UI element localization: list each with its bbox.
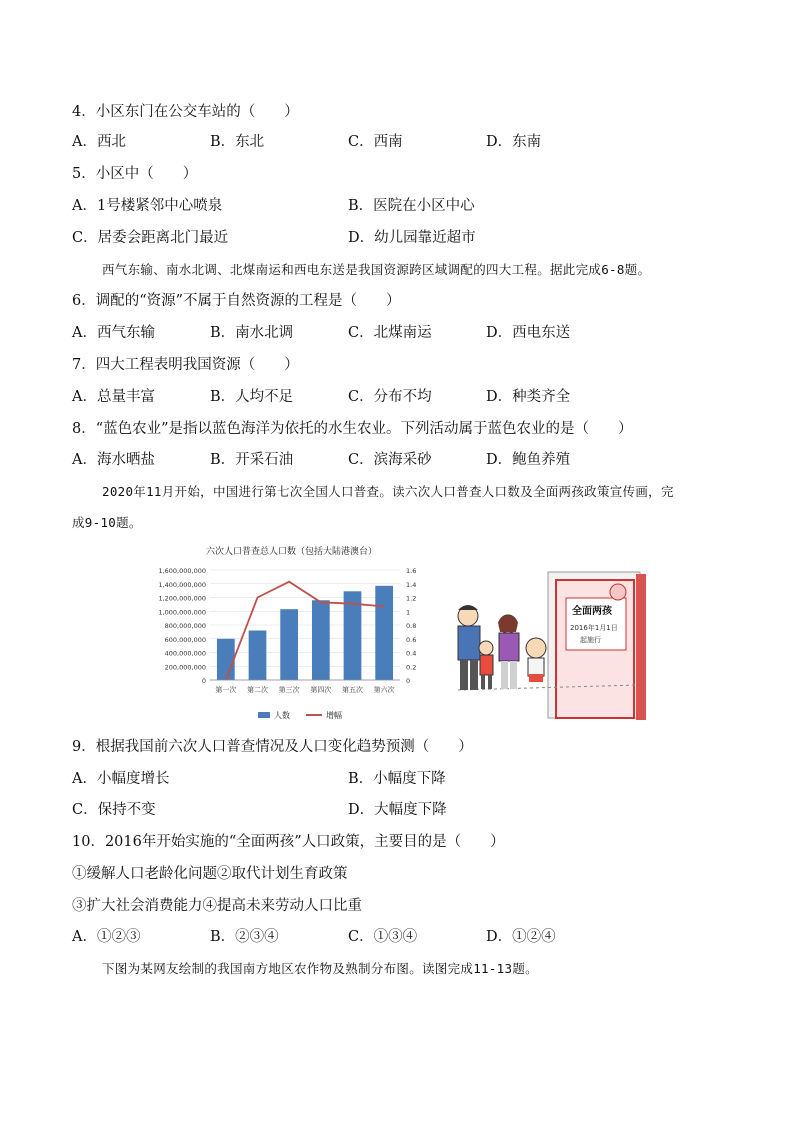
- y-left-tick-label: 1,200,000,000: [158, 594, 206, 603]
- mother-leg-left: [501, 661, 508, 689]
- q6-option-d: D．西电东送: [486, 325, 571, 341]
- q10-option-c: C．①③④: [348, 929, 418, 945]
- question-7-stem: 7．四大工程表明我国资源（ ）: [72, 357, 299, 373]
- father-body: [458, 626, 480, 660]
- q10-option-b: B．②③④: [210, 929, 279, 945]
- y-left-tick-label: 400,000,000: [164, 649, 206, 658]
- question-5-stem: 5．小区中（ ）: [72, 166, 198, 182]
- q7-option-a: A．总量丰富: [72, 389, 155, 405]
- baby-body: [528, 658, 544, 676]
- q10-option-a: A．①②③: [72, 929, 141, 945]
- bar-3: [280, 609, 298, 680]
- y-left-tick-label: 600,000,000: [164, 635, 206, 644]
- y-left-tick-label: 200,000,000: [164, 663, 206, 672]
- q5-option-c: C．居委会距离北门最近: [72, 230, 229, 246]
- y-right-tick-label: 1.4: [406, 580, 417, 589]
- y-right-tick-label: 0: [406, 677, 411, 685]
- intro-11-13: 下图为某网友绘制的我国南方地区农作物及熟制分布图。读图完成11-13题。: [102, 961, 538, 976]
- figure-census-and-poster: [146, 540, 654, 722]
- girl-body: [480, 655, 493, 675]
- q5-option-d: D．幼儿园靠近超市: [348, 230, 476, 246]
- q10-option-d: D．①②④: [486, 929, 556, 945]
- q4-option-d: D．东南: [486, 134, 542, 150]
- x-tick-label: 第二次: [247, 686, 268, 694]
- intro-9-10-line1: 2020年11月开始，中国进行第七次全国人口普查。读六次人口普查人口数及全面两孩政策宣传画，完: [102, 484, 674, 499]
- emblem-icon: [610, 584, 626, 600]
- legend-swatch-persons: [258, 712, 270, 718]
- q8-option-a: A．海水晒盐: [72, 452, 155, 468]
- intro-9-10-line2: 成9-10题。: [72, 515, 142, 530]
- poster-subtitle2: 起施行: [580, 636, 601, 644]
- girl-head: [479, 641, 493, 655]
- q10-items-line1: ①缓解人口老龄化问题②取代计划生育政策: [72, 866, 348, 882]
- q9-option-a: A．小幅度增长: [72, 771, 170, 787]
- x-tick-label: 第六次: [373, 686, 395, 694]
- y-right-tick-label: 0.2: [406, 663, 417, 672]
- question-6-stem: 6．调配的“资源”不属于自然资源的工程是（ ）: [72, 293, 401, 309]
- q4-option-a: A．西北: [72, 134, 126, 150]
- intro-6-8: 西气东输、南水北调、北煤南运和西电东送是我国资源跨区域调配的四大工程。据此完成6-8题。: [102, 262, 651, 277]
- legend-label-growth: 增幅: [326, 711, 342, 720]
- x-tick-label: 第三次: [278, 686, 300, 694]
- legend-label-persons: 人数: [274, 711, 290, 720]
- door-edge: [636, 574, 646, 720]
- q6-option-a: A．西气东输: [72, 325, 155, 341]
- bar-6: [375, 586, 393, 680]
- y-right-tick-label: 1.2: [406, 594, 417, 603]
- y-right-tick-label: 1.6: [406, 567, 417, 575]
- y-left-tick-label: 1,000,000,000: [158, 608, 206, 617]
- chart-title: 六次人口普查总人口数（包括大陆港澳台）: [206, 547, 378, 557]
- question-9-stem: 9．根据我国前六次人口普查情况及人口变化趋势预测（ ）: [72, 739, 473, 755]
- y-left-tick-label: 800,000,000: [164, 622, 206, 630]
- q7-option-c: C．分布不均: [348, 389, 432, 405]
- poster-title: 全面两孩: [572, 606, 612, 617]
- x-tick-label: 第四次: [310, 686, 332, 694]
- y-right-tick-label: 0.8: [406, 622, 417, 630]
- father-leg-left: [460, 660, 468, 690]
- y-left-tick-label: 1,400,000,000: [158, 580, 206, 589]
- question-10-stem: 10．2016年开始实施的“全面两孩”人口政策，主要目的是（ ）: [72, 834, 505, 850]
- q8-option-d: D．鲍鱼养殖: [486, 452, 571, 468]
- q4-option-c: C．西南: [348, 134, 403, 150]
- q8-option-c: C．滨海采砂: [348, 452, 432, 468]
- q5-option-b: B．医院在小区中心: [348, 198, 475, 214]
- mother-leg-right: [510, 661, 517, 689]
- mother-hair: [498, 615, 518, 632]
- y-left-tick-label: 0: [201, 677, 206, 685]
- bar-1: [217, 639, 235, 680]
- poster-subtitle1: 2016年1月1日: [570, 624, 618, 632]
- q6-option-c: C．北煤南运: [348, 325, 432, 341]
- y-right-tick-label: 0.4: [406, 649, 417, 658]
- census-chart: [146, 540, 428, 722]
- q7-option-b: B．人均不足: [210, 389, 294, 405]
- question-4-stem: 4．小区东门在公交车站的（ ）: [72, 104, 299, 120]
- x-tick-label: 第五次: [342, 686, 363, 694]
- q7-option-d: D．种类齐全: [486, 389, 571, 405]
- father-hair: [458, 605, 478, 610]
- baby-head: [526, 638, 546, 658]
- q8-option-b: B．开采石油: [210, 452, 294, 468]
- q9-option-c: C．保持不变: [72, 802, 156, 818]
- y-right-tick-label: 1: [406, 608, 411, 617]
- poster-illustration: [438, 570, 652, 722]
- y-left-tick-label: 1,600,000,000: [158, 567, 206, 575]
- x-tick-label: 第一次: [215, 686, 237, 694]
- y-right-tick-label: 0.6: [406, 635, 417, 644]
- q10-items-line2: ③扩大社会消费能力④提高未来劳动人口比重: [72, 898, 362, 914]
- q4-option-b: B．东北: [210, 134, 265, 150]
- two-child-policy-poster: [438, 570, 652, 722]
- q9-option-d: D．大幅度下降: [348, 802, 447, 818]
- father-leg-right: [470, 660, 478, 690]
- q6-option-b: B．南水北调: [210, 325, 294, 341]
- girl-leg-left: [481, 675, 485, 689]
- mother-body: [499, 633, 519, 661]
- bar-2: [249, 631, 267, 681]
- girl-leg-right: [488, 675, 492, 689]
- question-8-stem: 8．“蓝色农业”是指以蓝色海洋为依托的水生农业。下列活动属于蓝色农业的是（ ）: [72, 421, 633, 437]
- baby-diaper: [529, 674, 543, 682]
- q5-option-a: A．1号楼紧邻中心喷泉: [72, 198, 223, 214]
- q9-option-b: B．小幅度下降: [348, 771, 446, 787]
- census-chart-svg: [146, 540, 428, 722]
- bar-4: [312, 600, 330, 680]
